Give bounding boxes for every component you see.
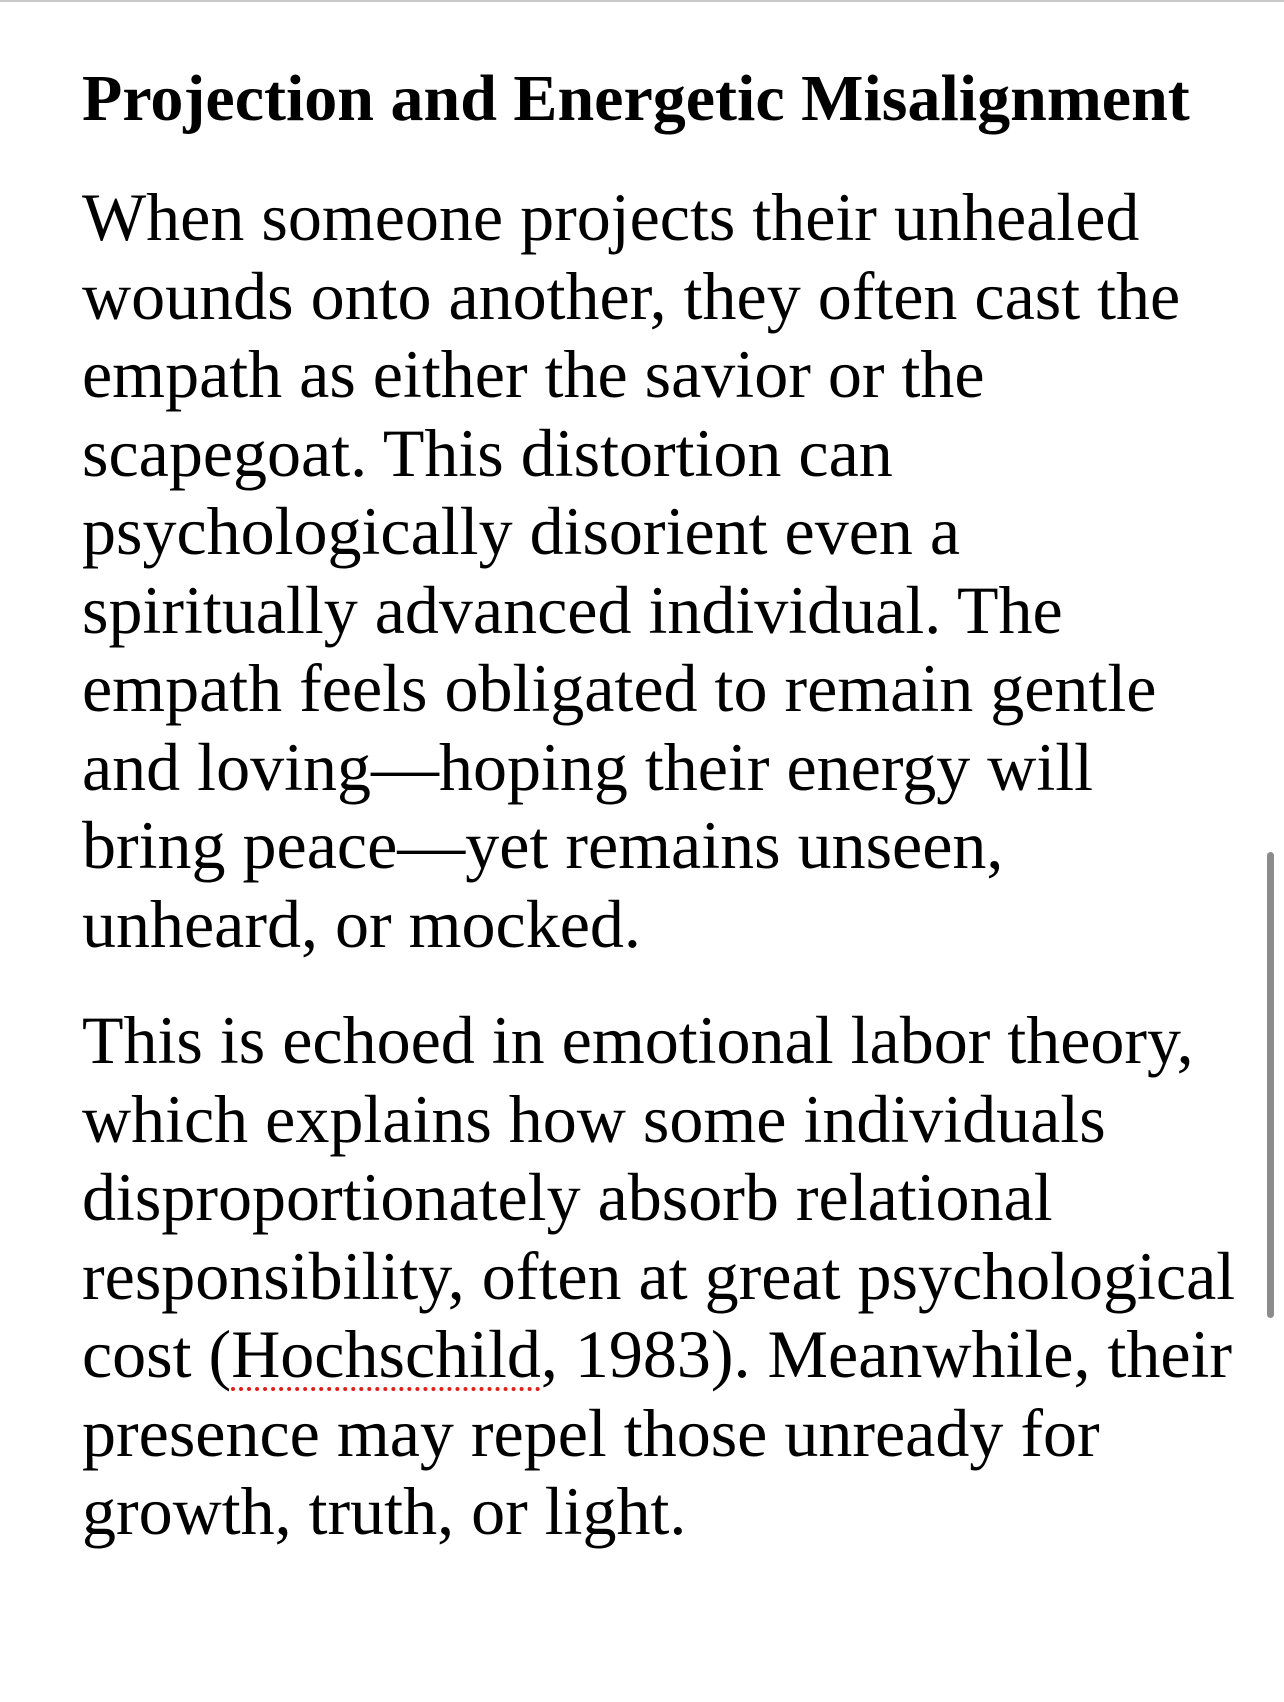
paragraph-emotional-labor: [82, 1001, 1242, 1551]
vertical-scrollbar-thumb[interactable]: [1267, 852, 1274, 1318]
paragraph-text-after-citation: , 1983). Meanwhile, their presence may repel those unready for growth, truth, or light.: [82, 1316, 1233, 1549]
document-body: [82, 60, 1242, 1551]
paragraph-text-before-citation: This is echoed in emotional labor theory, which explains how some individuals disproportionately absorb relational responsibility, often at great psychological cost (: [82, 1002, 1236, 1392]
citation-author-misspelled[interactable]: Hochschild: [231, 1316, 541, 1392]
paragraph-projection: When someone projects their unhealed wounds onto another, they often cast the empath as either the savior or the scapegoat. This distortion can psychologically disorient even a spiritually advanced individual. The empath feels obligated to remain gentle and loving—hoping their energy will bring peace—yet remains unseen, unheard, or mocked.: [82, 179, 1181, 962]
section-heading: Projection and Energetic Misalignment: [82, 62, 1190, 135]
top-divider: [0, 0, 1284, 2]
